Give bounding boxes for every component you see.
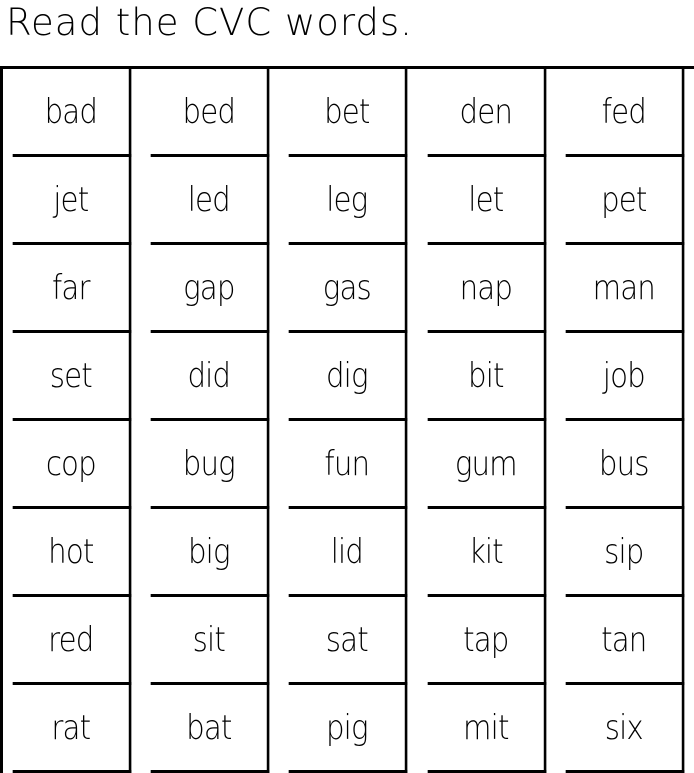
word-cell: bad <box>13 69 132 157</box>
worksheet-title: Read the CVC words. <box>6 1 413 44</box>
word-cell: sit <box>151 597 270 685</box>
word-cell: lid <box>289 509 408 597</box>
word-cell: gap <box>151 245 270 333</box>
word-cell: kit <box>427 509 546 597</box>
word-cell: far <box>13 245 132 333</box>
word-cell: bet <box>289 69 408 157</box>
word-cell: pet <box>565 157 684 245</box>
word-cell: man <box>565 245 684 333</box>
word-cell: gum <box>427 421 546 509</box>
word-cell: sip <box>565 509 684 597</box>
word-cell: red <box>13 597 132 685</box>
word-cell: rat <box>13 685 132 773</box>
word-cell: hot <box>13 509 132 597</box>
word-cell: nap <box>427 245 546 333</box>
word-cell: bat <box>151 685 270 773</box>
word-cell: gas <box>289 245 408 333</box>
word-cell: set <box>13 333 132 421</box>
word-cell: led <box>151 157 270 245</box>
word-cell: bug <box>151 421 270 509</box>
word-cell: bus <box>565 421 684 509</box>
word-cell: job <box>565 333 684 421</box>
word-cell: dig <box>289 333 408 421</box>
word-cell: tan <box>565 597 684 685</box>
word-cell: pig <box>289 685 408 773</box>
word-cell: bed <box>151 69 270 157</box>
word-cell: den <box>427 69 546 157</box>
word-cell: let <box>427 157 546 245</box>
word-cell: fed <box>565 69 684 157</box>
word-cell: big <box>151 509 270 597</box>
word-cell: leg <box>289 157 408 245</box>
word-cell: six <box>565 685 684 773</box>
word-cell: did <box>151 333 270 421</box>
word-cell: sat <box>289 597 408 685</box>
word-cell: bit <box>427 333 546 421</box>
word-cell: tap <box>427 597 546 685</box>
cvc-word-grid <box>0 66 694 773</box>
word-cell: mit <box>427 685 546 773</box>
word-cell: fun <box>289 421 408 509</box>
word-cell: jet <box>13 157 132 245</box>
word-cell: cop <box>13 421 132 509</box>
